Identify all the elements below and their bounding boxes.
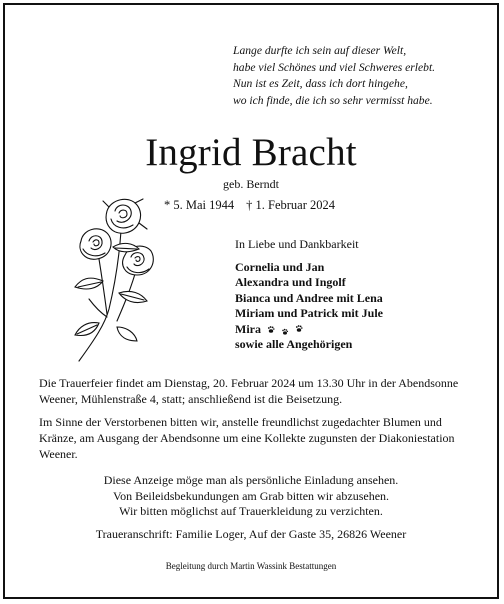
family-name: Bianca und Andree mit Lena [235, 290, 383, 305]
poem [233, 43, 493, 109]
funeral-home-credit: Begleitung durch Martin Wassink Bestattungen [165, 561, 337, 571]
note-line: Von Beileidsbekundungen am Grab bitten wir abzusehen. [112, 488, 390, 503]
paw-print-icon [267, 324, 311, 336]
poem-line: Nun ist es Zeit, dass ich dort hingehe, [233, 77, 408, 90]
family-name: Miriam und Patrick mit Jule [235, 306, 383, 320]
donation-request: Im Sinne der Verstorbenen bitten wir, anstelle freundlichst zugedachter Blumen und Kränze, am Ausgang der Abendsonne um eine Kollekte zugunsten der Diakoniestation Weener. [39, 415, 455, 461]
poem-line: wo ich finde, die ich so sehr vermisst habe. [233, 93, 433, 107]
notes-block [5, 473, 497, 520]
note-line: Diese Anzeige möge man als persönliche Einladung ansehen. [103, 473, 399, 487]
rose-icon [59, 189, 179, 369]
poem-line: habe viel Schönes und viel Schweres erlebt. [233, 60, 436, 74]
maiden-name: geb. Berndt [223, 177, 279, 191]
poem-line: Lange durfte ich sein auf dieser Welt, [233, 44, 407, 57]
family-name: Alexandra und Ingolf [235, 275, 346, 289]
mourning-address: Traueranschrift: Familie Loger, Auf der Gaste 35, 26826 Weener [95, 527, 407, 541]
deceased-name: Ingrid Bracht [145, 131, 357, 174]
birth-date: * 5. Mai 1944 [164, 198, 235, 212]
family-name-mira [235, 322, 383, 338]
funeral-details: Die Trauerfeier findet am Dienstag, 20. Februar 2024 um 13.30 Uhr in der Abendsonne Weener, Mühlenstraße 4, statt; anschließend ist die Beisetzung. [39, 376, 459, 406]
death-date: † 1. Februar 2024 [246, 198, 336, 212]
family-name: Cornelia und Jan [235, 259, 325, 274]
obituary-notice [3, 3, 499, 599]
family-name: sowie alle Angehörigen [235, 337, 353, 351]
note-line: Wir bitten möglichst auf Trauerkleidung zu verzichten. [119, 504, 383, 518]
mourners-intro: In Liebe und Dankbarkeit [235, 237, 359, 251]
family-name: Mira [235, 321, 261, 336]
mourners-block [235, 237, 383, 353]
life-dates [164, 198, 335, 213]
